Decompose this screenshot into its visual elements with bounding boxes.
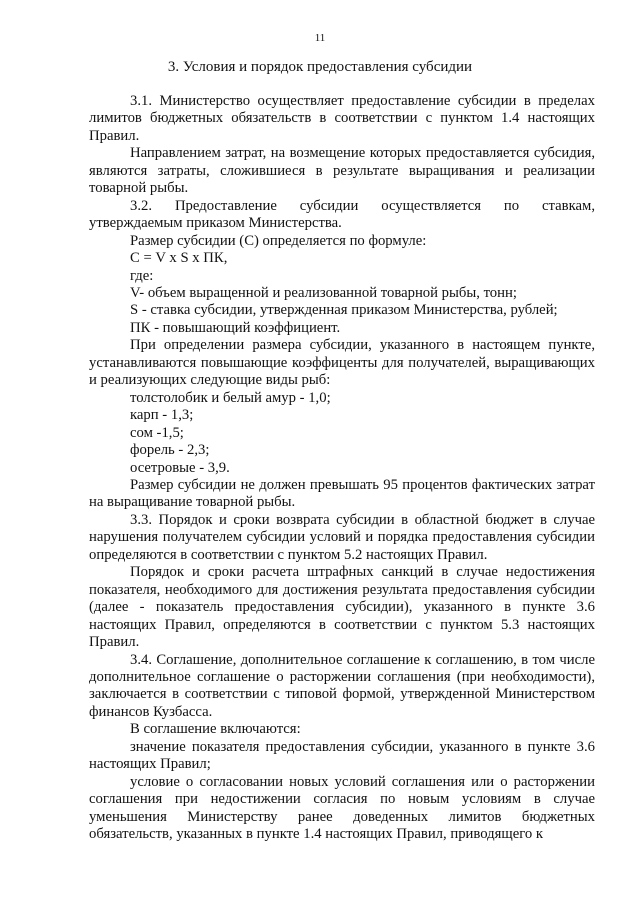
document-body bbox=[89, 93, 595, 843]
paragraph-3-4: 3.4. Соглашение, дополнительное соглашение к соглашению, в том числе дополнительное соглашение о расторжении соглашения (при необходимости), заключается в соответствии с типовой формой, утвержденной Министерством финансов Кузбасса. bbox=[89, 651, 595, 720]
list-item-fish: толстолобик и белый амур - 1,0; bbox=[130, 389, 331, 406]
formula-where: где: bbox=[130, 267, 154, 284]
formula-var-v: V- объем выращенной и реализованной товарной рыбы, тонн; bbox=[130, 284, 517, 301]
list-item-fish: сом -1,5; bbox=[130, 424, 184, 441]
paragraph-cost-direction: Направлением затрат, на возмещение которых предоставляется субсидия, являются затраты, сложившиеся в результате выращивания и реализации товарной рыбы. bbox=[89, 145, 595, 197]
paragraph-3-1: 3.1. Министерство осуществляет предоставление субсидии в пределах лимитов бюджетных обязательств в соответствии с пунктом 1.4 настоящих Правил. bbox=[89, 93, 595, 144]
page-number: 11 bbox=[314, 32, 326, 44]
section-title: 3. Условия и порядок предоставления субсидии bbox=[167, 59, 473, 75]
paragraph-penalties: Порядок и сроки расчета штрафных санкций в случае недостижения показателя, необходимого для достижения результата предоставления субсидии (далее - показатель предоставления субсидии), указанного в пункте 3.6 настоящих Правил, определяются в соответствии с пунктом 5.3 настоящих Правил. bbox=[89, 564, 595, 651]
formula-intro: Размер субсидии (С) определяется по формуле: bbox=[130, 232, 427, 249]
list-item-fish: форель - 2,3; bbox=[130, 442, 210, 459]
paragraph-3-3: 3.3. Порядок и сроки возврата субсидии в областной бюджет в случае нарушения получателем субсидии условий и порядка предоставления субсидии определяются в соответствии с пунктом 5.2 настоящих Правил. bbox=[89, 511, 595, 563]
paragraph-coefficients: При определении размера субсидии, указанного в настоящем пункте, устанавливаются повышающие коэффиценты для получателей, выращивающих и реализующих следующие виды рыб: bbox=[89, 337, 595, 389]
list-item-fish: карп - 1,3; bbox=[130, 407, 194, 424]
paragraph-indicator-value: значение показателя предоставления субсидии, указанного в пункте 3.6 настоящих Правил; bbox=[89, 738, 595, 773]
paragraph-new-conditions: условие о согласовании новых условий соглашения или о расторжении соглашения при недостижении согласия по новым условиям в случае уменьшения Министерству ранее доведенных лимитов бюджетных обязательств, указанных в пункте 1.4 настоящих Правил, приводящего к bbox=[89, 773, 595, 843]
formula-var-s: S - ставка субсидии, утвержденная приказом Министерства, рублей; bbox=[130, 302, 558, 319]
paragraph-3-2: 3.2. Предоставление субсидии осуществляется по ставкам, утверждаемым приказом Министерства. bbox=[89, 197, 595, 232]
formula-var-pk: ПК - повышающий коэффициент. bbox=[130, 319, 341, 336]
paragraph-agreement-includes: В соглашение включаются: bbox=[130, 721, 301, 738]
list-item-fish: осетровые - 3,9. bbox=[130, 459, 230, 476]
paragraph-subsidy-limit: Размер субсидии не должен превышать 95 процентов фактических затрат на выращивание товарной рыбы. bbox=[89, 476, 595, 511]
formula: С = V x S x ПК, bbox=[130, 250, 228, 267]
